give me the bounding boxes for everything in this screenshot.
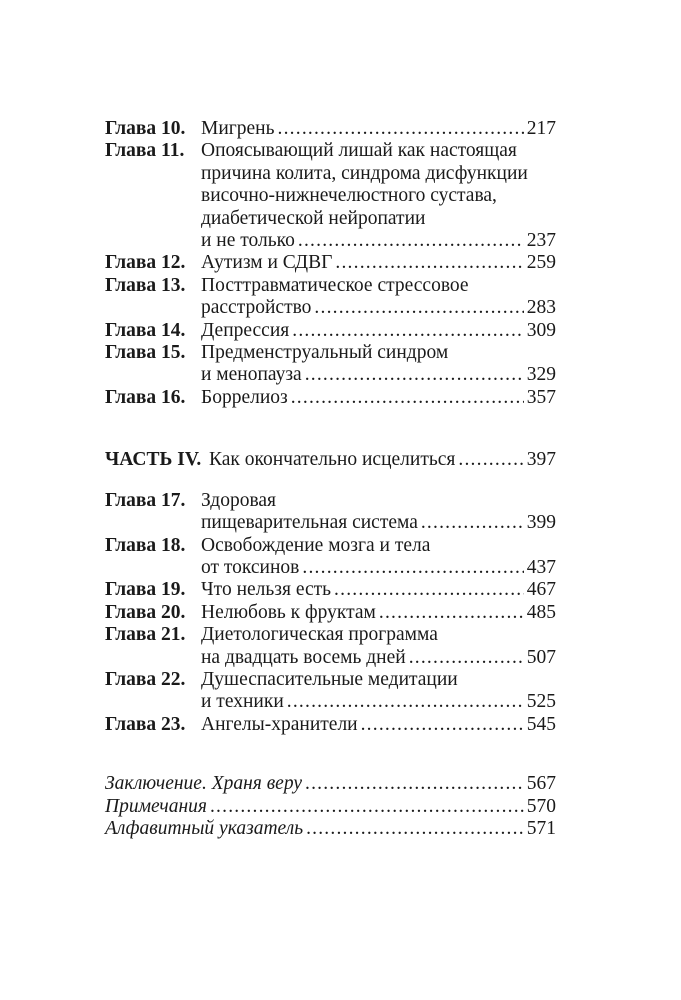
chapter-label: Глава 22. bbox=[105, 668, 186, 690]
page-number: 467 bbox=[526, 579, 556, 601]
chapter-title: Боррелиоз bbox=[201, 386, 288, 408]
dot-leader bbox=[458, 449, 523, 471]
chapter-title-block bbox=[201, 275, 556, 320]
toc-entry[interactable] bbox=[105, 342, 556, 387]
chapter-title-final-line bbox=[201, 647, 556, 669]
chapter-title-block bbox=[201, 320, 556, 342]
back-matter-title: Примечания bbox=[105, 795, 207, 817]
chapter-title-block bbox=[201, 140, 556, 252]
page-number: 357 bbox=[526, 386, 556, 408]
chapter-title-block bbox=[201, 342, 556, 387]
chapter-title-final-line bbox=[201, 714, 556, 736]
chapter-title-block bbox=[201, 118, 556, 140]
dot-leader bbox=[305, 364, 524, 386]
chapter-title-final-line bbox=[201, 579, 556, 601]
chapter-title-block bbox=[201, 602, 556, 624]
toc-entry[interactable] bbox=[105, 387, 556, 409]
page-number: 329 bbox=[526, 364, 556, 386]
page-number: 237 bbox=[526, 230, 556, 252]
chapter-label: Глава 23. bbox=[105, 713, 186, 735]
toc-entry[interactable] bbox=[105, 602, 556, 624]
chapter-label: Глава 14. bbox=[105, 319, 186, 341]
chapter-title: Аутизм и СДВГ bbox=[201, 252, 333, 274]
page-number: 283 bbox=[526, 297, 556, 319]
dot-leader bbox=[379, 602, 524, 624]
chapter-title-line: Освобождение мозга и тела bbox=[201, 534, 431, 556]
chapter-title: и менопауза bbox=[201, 364, 302, 386]
dot-leader bbox=[278, 118, 524, 140]
page-number: 485 bbox=[526, 601, 556, 623]
page-number: 309 bbox=[526, 319, 556, 341]
part-4-heading[interactable] bbox=[105, 449, 556, 471]
chapter-title-final-line bbox=[201, 557, 556, 579]
chapter-title: Ангелы-хранители bbox=[201, 713, 358, 735]
page-number: 397 bbox=[526, 449, 556, 471]
chapter-title-line: Посттравматическое стрессовое bbox=[201, 274, 469, 296]
chapter-title: и техники bbox=[201, 691, 284, 713]
chapter-title-block bbox=[201, 535, 556, 580]
page-number: 545 bbox=[526, 713, 556, 735]
part-title: Как окончательно исцелиться bbox=[209, 449, 456, 471]
chapter-title: Что нельзя есть bbox=[201, 579, 332, 601]
dot-leader bbox=[335, 252, 523, 274]
chapter-label: Глава 21. bbox=[105, 624, 186, 646]
chapter-title-line: височно-нижнечелюстного сустава, bbox=[201, 185, 497, 207]
chapter-title: и не только bbox=[201, 230, 295, 252]
chapter-label: Глава 12. bbox=[105, 252, 186, 274]
dot-leader bbox=[292, 320, 524, 342]
chapter-title-line: Здоровая bbox=[201, 489, 277, 511]
part-4-chapter-list bbox=[105, 490, 556, 736]
dot-leader bbox=[409, 647, 524, 669]
chapter-title-final-line bbox=[201, 387, 556, 409]
chapter-label: Глава 13. bbox=[105, 274, 186, 296]
chapter-label: Глава 15. bbox=[105, 342, 186, 364]
dot-leader bbox=[306, 818, 524, 840]
chapter-title-final-line bbox=[201, 691, 556, 713]
chapter-title-line: диабетической нейропатии bbox=[201, 207, 426, 229]
back-matter-list bbox=[105, 773, 556, 840]
dot-leader bbox=[305, 773, 524, 795]
page-number: 571 bbox=[526, 817, 556, 839]
chapter-title-block bbox=[201, 579, 556, 601]
table-of-contents bbox=[105, 118, 556, 840]
chapter-title-line: Опоясывающий лишай как настоящая bbox=[201, 140, 517, 162]
back-matter-title: Заключение. Храня веру bbox=[105, 773, 302, 795]
chapter-title: пищеварительная система bbox=[201, 512, 418, 534]
dot-leader bbox=[287, 691, 524, 713]
toc-entry[interactable] bbox=[105, 118, 556, 140]
chapter-title-final-line bbox=[201, 297, 556, 319]
chapter-label: Глава 20. bbox=[105, 601, 186, 623]
back-matter-entry[interactable] bbox=[105, 818, 556, 840]
toc-entry[interactable] bbox=[105, 579, 556, 601]
chapter-title-final-line bbox=[201, 118, 556, 140]
toc-entry[interactable] bbox=[105, 140, 556, 252]
chapter-title-final-line bbox=[201, 230, 556, 252]
page-number: 399 bbox=[526, 512, 556, 534]
page-number: 525 bbox=[526, 691, 556, 713]
chapter-label: Глава 10. bbox=[105, 118, 186, 139]
chapter-title-block bbox=[201, 669, 556, 714]
chapter-title: на двадцать восемь дней bbox=[201, 646, 406, 668]
dot-leader bbox=[334, 579, 524, 601]
page-number: 259 bbox=[526, 252, 556, 274]
chapter-title-line: Диетологическая программа bbox=[201, 624, 438, 646]
chapter-title: Мигрень bbox=[201, 118, 275, 139]
dot-leader bbox=[302, 557, 523, 579]
chapter-title-line: причина колита, синдрома дисфункции bbox=[201, 162, 528, 184]
chapter-title: от токсинов bbox=[201, 556, 300, 578]
back-matter-entry[interactable] bbox=[105, 796, 556, 818]
toc-entry[interactable] bbox=[105, 624, 556, 669]
dot-leader bbox=[361, 714, 524, 736]
dot-leader bbox=[421, 512, 524, 534]
toc-entry[interactable] bbox=[105, 535, 556, 580]
part-label: ЧАСТЬ IV. bbox=[105, 449, 202, 471]
chapter-title-block bbox=[201, 714, 556, 736]
toc-entry[interactable] bbox=[105, 490, 556, 535]
chapter-title-block bbox=[201, 252, 556, 274]
page-number: 437 bbox=[526, 556, 556, 578]
dot-leader bbox=[291, 387, 524, 409]
chapter-label: Глава 17. bbox=[105, 489, 186, 511]
page-number: 567 bbox=[526, 773, 556, 795]
chapter-title-final-line bbox=[201, 252, 556, 274]
chapter-title-final-line bbox=[201, 512, 556, 534]
chapter-title-block bbox=[201, 490, 556, 535]
dot-leader bbox=[210, 796, 524, 818]
dot-leader bbox=[314, 297, 523, 319]
chapter-title: расстройство bbox=[201, 297, 312, 319]
chapter-label: Глава 18. bbox=[105, 534, 186, 556]
toc-entry[interactable] bbox=[105, 275, 556, 320]
chapter-title-final-line bbox=[201, 364, 556, 386]
back-matter-entry[interactable] bbox=[105, 773, 556, 795]
chapter-label: Глава 11. bbox=[105, 140, 185, 162]
back-matter-title: Алфавитный указатель bbox=[105, 817, 304, 839]
chapter-title: Нелюбовь к фруктам bbox=[201, 601, 376, 623]
page-number: 570 bbox=[526, 795, 556, 817]
toc-entry[interactable] bbox=[105, 669, 556, 714]
toc-entry[interactable] bbox=[105, 714, 556, 736]
chapter-label: Глава 19. bbox=[105, 579, 186, 601]
chapter-title-line: Душеспасительные медитации bbox=[201, 668, 458, 690]
chapter-title-final-line bbox=[201, 602, 556, 624]
page-number: 217 bbox=[526, 118, 556, 139]
page-number: 507 bbox=[526, 646, 556, 668]
part-3-chapter-list bbox=[105, 118, 556, 409]
dot-leader bbox=[298, 230, 524, 252]
toc-entry[interactable] bbox=[105, 252, 556, 274]
toc-entry[interactable] bbox=[105, 320, 556, 342]
chapter-title-block bbox=[201, 624, 556, 669]
chapter-title-final-line bbox=[201, 320, 556, 342]
chapter-title-line: Предменструальный синдром bbox=[201, 342, 449, 364]
chapter-title: Депрессия bbox=[201, 319, 290, 341]
chapter-title-block bbox=[201, 387, 556, 409]
chapter-label: Глава 16. bbox=[105, 386, 186, 408]
